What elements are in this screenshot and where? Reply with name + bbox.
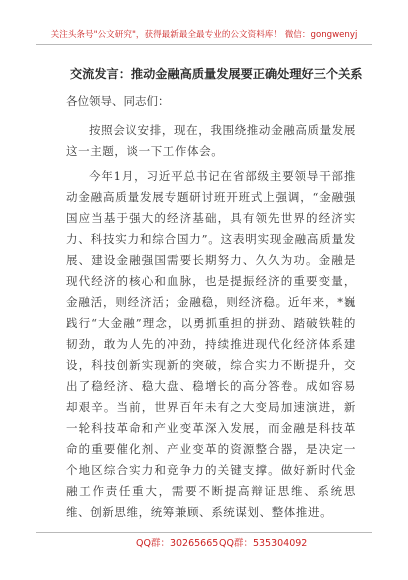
paragraph-2: 今年1月，习近平总书记在省部级主要领导干部推动金融高质量发展专题研讨班开班式上强调，“金融强国应当基于强大的经济基础，具有领先世界的经济实力、科技实力和综合国力”。这表明实现金融高质量发展、建设金融强国需要长期努力、久久为功。金融是现代经济的核心和血脉，也是提振经济的重要变量，金融活，则经济活；金融稳，则经济稳。近年来，*巍践行“大金融”理念，以勇抓重担的拼劲、踏破铁鞋的韧劲，敢为人先的冲劲，持续推进现代化经济体系建设，科技创新实现新的突破，综合实力不断提升，交出了稳经济、稳大盘、稳增长的高分答卷。成如容易却艰辛。当前，世界百年未有之大变局加速演进，新一轮科技革命和产业变革深入发展，而金融是科技革命的重要催化剂、产业变革的资源整合器，是决定一个地区综合实力和竞争力的关键支撑。做好新时代金融工作责任重大，需要不断提高辩证思维、系统思维、创新思维，统筹兼顾、系统谋划、整体推进。 (66, 169, 356, 519)
footer-qq-group-1: QQ群：30265665 (136, 538, 219, 549)
document-title: 交流发言：推动金融高质量发展要正确处理好三个关系 (70, 67, 363, 81)
header-promo-note: 关注头条号"公文研究"，获得最新最全最专业的公文资料库！ 微信：gongwenyj (50, 30, 358, 40)
page-header (36, 22, 372, 45)
footer-qq-group-2: QQ群：535304092 (219, 538, 308, 549)
paragraph-1: 按照会议安排，现在，我围绕推动金融高质量发展这一主题，谈一下工作体会。 (66, 123, 356, 158)
salutation: 各位领导、同志们： (66, 94, 170, 108)
